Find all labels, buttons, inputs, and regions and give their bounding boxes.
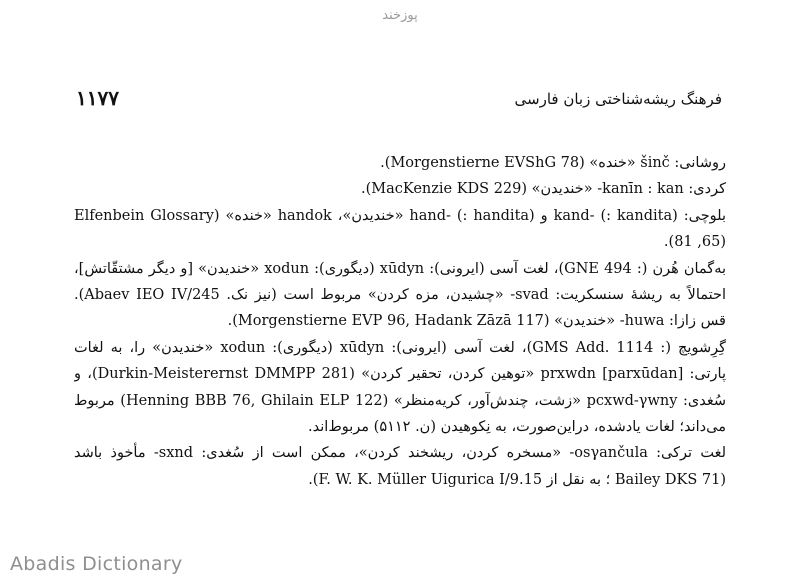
page-number: ۱۱۷۷ — [76, 86, 119, 110]
entry-line: پارتی: prxwdn [parxūdan] «توهین کردن، تحقیر کردن» (Durkin-Meisterernst DMMPP 281)، و — [74, 366, 726, 383]
entry-line: کردی: kanīn : kan- «خندیدن» (MacKenzie KDS 229). — [360, 181, 726, 198]
entry-line: بلوچی: kand- (: kandita) و hand- (: handita) «خندیدن»، handok «خنده» (Elfenbein Glossary — [74, 207, 726, 224]
entry-line: (Bailey DKS 71 ؛ به نقل از F. W. K. Müller Uigurica I/9.15). — [308, 471, 726, 488]
entry-line: (65, 81). — [663, 234, 726, 251]
entry-line: لغت ترکی: osγančula- «مسخره کردن، ریشخند کردن»، ممکن است از سُغدی: sxnd- مأخوذ باشد — [74, 445, 726, 462]
entry-line: می‌داند؛ لغات یادشده، دراین‌صورت، به نِکوهیدن (ن. ۵۱۱۲) مربوط‌اند. — [308, 418, 726, 435]
entry-line: احتمالاً به ریشهٔ سنسکریت: svad- «چشیدن، مزه کردن» مربوط است (نیز نک. Abaev IEO IV/245). — [74, 286, 726, 303]
entry-line: روشانی: šinč «خنده» (Morgenstierne EVShG 78). — [380, 155, 726, 171]
entry-line: قس زازا: huwa- «خندیدن» (Morgenstierne EVP 96, Hadank Zāzā 117). — [227, 313, 726, 330]
top-headword: پوزخند — [382, 8, 418, 23]
entry-line: سُغدی: pcxwd-γwny «زشت، چندش‌آور، کریه‌منظر» (Henning BBB 76, Ghilain ELP 122) مربوط — [74, 392, 726, 409]
running-title: فرهنگ ریشه‌شناختی زبان فارسی — [514, 90, 722, 108]
site-watermark: Abadis Dictionary — [10, 553, 183, 575]
entry-line: به‌گمان هُرن (: GNE 494)، لغت آسی (ایرونی): xūdyn (دیگوری): xodun «خندیدن» [و دیگر مشتقّاتش]، — [74, 260, 726, 277]
entry-body — [74, 150, 726, 493]
entry-line: گِرِشویچ (: GMS Add. 1114)، لغت آسی (ایرونی): xūdyn (دیگوری): xodun «خندیدن» را، به لغات — [74, 339, 726, 356]
